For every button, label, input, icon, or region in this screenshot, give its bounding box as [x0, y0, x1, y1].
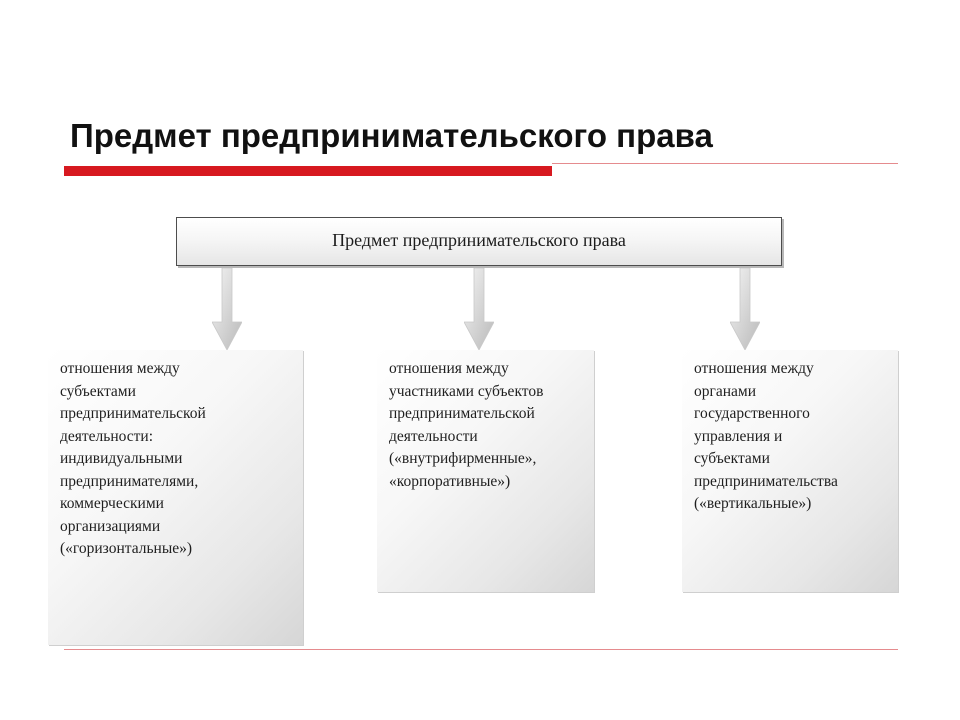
diagram-root-label: Предмет предпринимательского права: [332, 230, 626, 250]
card-line: коммерческими: [60, 495, 164, 512]
slide-title: Предмет предпринимательского права: [70, 117, 713, 154]
card-line: предпринимательской: [389, 405, 535, 422]
card-line: («горизонтальные»): [60, 540, 193, 557]
title-accent-line: [552, 163, 898, 164]
card-line: предпринимательства: [694, 472, 838, 490]
card-line: предпринимателями,: [60, 472, 199, 490]
card-line: организациями: [60, 517, 161, 535]
card-line: участниками субъектов: [389, 382, 544, 400]
relationship-card-vertical: [682, 350, 898, 592]
down-arrow-icon: [464, 268, 494, 350]
card-line: предпринимательской: [60, 405, 206, 422]
card-line: деятельности: [389, 427, 478, 445]
card-line: «корпоративные»): [389, 472, 511, 490]
card-line: («вертикальные»): [694, 495, 812, 512]
relationship-card-internal: [377, 350, 594, 592]
card-line: индивидуальными: [60, 450, 183, 467]
card-line: государственного: [694, 405, 810, 422]
card-line: отношения между: [60, 360, 180, 377]
card-line: субъектами: [694, 450, 770, 467]
card-line: органами: [694, 382, 757, 400]
card-line: отношения между: [694, 360, 814, 377]
title-accent-bar: [64, 166, 552, 176]
relationship-card-horizontal: [48, 350, 303, 645]
card-line: субъектами: [60, 382, 136, 400]
card-line: управления и: [694, 427, 783, 445]
diagram-root-box: [176, 217, 782, 266]
down-arrow-icon: [730, 268, 760, 350]
card-line: отношения между: [389, 360, 509, 377]
down-arrow-icon: [212, 268, 242, 350]
card-line: («внутрифирменные»,: [389, 450, 537, 467]
card-line: деятельности:: [60, 427, 154, 445]
bottom-accent-line: [64, 649, 898, 650]
